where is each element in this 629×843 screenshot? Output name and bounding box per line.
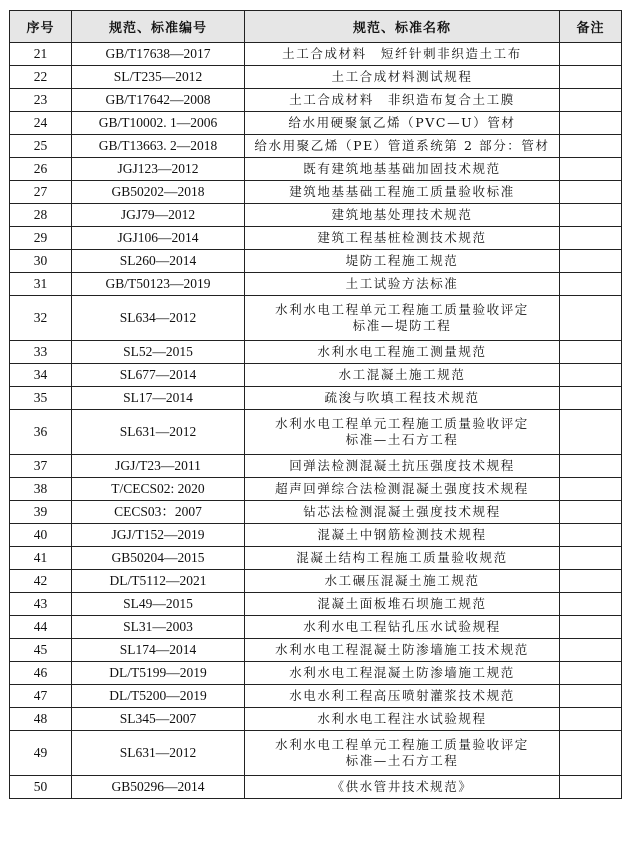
cell-serial-number: 38 bbox=[10, 478, 72, 501]
cell-serial-number: 47 bbox=[10, 685, 72, 708]
standard-name-line: 水电水利工程高压喷射灌浆技术规范 bbox=[289, 688, 515, 703]
cell-remark bbox=[560, 112, 622, 135]
cell-remark bbox=[560, 89, 622, 112]
cell-remark bbox=[560, 455, 622, 478]
cell-standard-name bbox=[245, 250, 560, 273]
standard-name-line: 给水用聚乙烯（PE）管道系统第 2 部分：管材 bbox=[254, 138, 550, 153]
table-row bbox=[10, 570, 622, 593]
standard-name-line: 标准—土石方工程 bbox=[345, 432, 459, 447]
standard-name-line: 给水用硬聚氯乙烯（PVC—U）管材 bbox=[288, 115, 516, 130]
cell-remark bbox=[560, 135, 622, 158]
cell-standard-name bbox=[245, 296, 560, 341]
cell-standard-code: SL49—2015 bbox=[72, 593, 245, 616]
standard-name-line: 建筑地基基础工程施工质量验收标准 bbox=[289, 184, 515, 199]
cell-standard-code: GB/T50123—2019 bbox=[72, 273, 245, 296]
table-row bbox=[10, 204, 622, 227]
cell-serial-number: 41 bbox=[10, 547, 72, 570]
standard-name-line: 土工试验方法标准 bbox=[345, 276, 459, 291]
cell-serial-number: 44 bbox=[10, 616, 72, 639]
cell-standard-code: SL17—2014 bbox=[72, 387, 245, 410]
cell-standard-name bbox=[245, 89, 560, 112]
header-remark: 备注 bbox=[560, 11, 622, 43]
table-row bbox=[10, 250, 622, 273]
table-row bbox=[10, 341, 622, 364]
standard-name-line: 水利水电工程钻孔压水试验规程 bbox=[303, 619, 501, 634]
standard-name-line: 超声回弹综合法检测混凝土强度技术规程 bbox=[275, 481, 529, 496]
cell-standard-code: SL31—2003 bbox=[72, 616, 245, 639]
standard-name-line: 标准—土石方工程 bbox=[345, 753, 459, 768]
table-row bbox=[10, 639, 622, 662]
cell-standard-name bbox=[245, 570, 560, 593]
table-row bbox=[10, 478, 622, 501]
cell-standard-code: JGJ123—2012 bbox=[72, 158, 245, 181]
cell-standard-code: JGJ/T152—2019 bbox=[72, 524, 245, 547]
cell-remark bbox=[560, 662, 622, 685]
cell-remark bbox=[560, 43, 622, 66]
cell-standard-name bbox=[245, 158, 560, 181]
cell-serial-number: 26 bbox=[10, 158, 72, 181]
cell-standard-name bbox=[245, 501, 560, 524]
cell-remark bbox=[560, 685, 622, 708]
cell-remark bbox=[560, 387, 622, 410]
standard-name-line: 土工合成材料 非织造布复合土工膜 bbox=[289, 92, 515, 107]
cell-serial-number: 48 bbox=[10, 708, 72, 731]
cell-serial-number: 21 bbox=[10, 43, 72, 66]
cell-remark bbox=[560, 708, 622, 731]
cell-standard-code: SL634—2012 bbox=[72, 296, 245, 341]
cell-standard-name bbox=[245, 731, 560, 776]
standard-name-line: 既有建筑地基基础加固技术规范 bbox=[303, 161, 501, 176]
cell-remark bbox=[560, 158, 622, 181]
cell-standard-name bbox=[245, 776, 560, 799]
cell-remark bbox=[560, 250, 622, 273]
cell-remark bbox=[560, 501, 622, 524]
cell-serial-number: 23 bbox=[10, 89, 72, 112]
cell-standard-name bbox=[245, 387, 560, 410]
cell-remark bbox=[560, 478, 622, 501]
cell-standard-name bbox=[245, 227, 560, 250]
cell-serial-number: 31 bbox=[10, 273, 72, 296]
table-row bbox=[10, 181, 622, 204]
cell-remark bbox=[560, 593, 622, 616]
cell-standard-code: SL/T235—2012 bbox=[72, 66, 245, 89]
standards-table-container bbox=[9, 10, 622, 799]
table-row bbox=[10, 296, 622, 341]
header-serial-number: 序号 bbox=[10, 11, 72, 43]
cell-standard-code: GB/T17642—2008 bbox=[72, 89, 245, 112]
cell-standard-name bbox=[245, 639, 560, 662]
table-row bbox=[10, 364, 622, 387]
cell-standard-code: SL174—2014 bbox=[72, 639, 245, 662]
standard-name-line: 建筑工程基桩检测技术规范 bbox=[317, 230, 487, 245]
cell-standard-code: SL631—2012 bbox=[72, 731, 245, 776]
standard-name-line: 水利水电工程单元工程施工质量验收评定 bbox=[275, 737, 529, 752]
standards-table bbox=[9, 10, 622, 799]
cell-standard-code: SL345—2007 bbox=[72, 708, 245, 731]
cell-remark bbox=[560, 273, 622, 296]
standard-name-line: 水利水电工程混凝土防渗墙施工技术规范 bbox=[275, 642, 529, 657]
cell-remark bbox=[560, 731, 622, 776]
table-row bbox=[10, 455, 622, 478]
cell-standard-name bbox=[245, 112, 560, 135]
cell-serial-number: 30 bbox=[10, 250, 72, 273]
cell-serial-number: 34 bbox=[10, 364, 72, 387]
cell-standard-code: CECS03：2007 bbox=[72, 501, 245, 524]
cell-standard-code: GB/T10002. 1—2006 bbox=[72, 112, 245, 135]
standard-name-line: 土工合成材料测试规程 bbox=[331, 69, 473, 84]
cell-standard-name bbox=[245, 478, 560, 501]
table-row bbox=[10, 662, 622, 685]
table-row bbox=[10, 89, 622, 112]
cell-remark bbox=[560, 410, 622, 455]
standard-name-line: 堤防工程施工规范 bbox=[345, 253, 459, 268]
table-row bbox=[10, 776, 622, 799]
cell-standard-name bbox=[245, 662, 560, 685]
cell-serial-number: 25 bbox=[10, 135, 72, 158]
cell-standard-name bbox=[245, 273, 560, 296]
cell-serial-number: 39 bbox=[10, 501, 72, 524]
table-row bbox=[10, 731, 622, 776]
cell-standard-code: SL677—2014 bbox=[72, 364, 245, 387]
table-row bbox=[10, 708, 622, 731]
cell-remark bbox=[560, 296, 622, 341]
cell-standard-code: DL/T5112—2021 bbox=[72, 570, 245, 593]
standard-name-line: 土工合成材料 短纤针刺非织造土工布 bbox=[282, 46, 522, 61]
cell-serial-number: 45 bbox=[10, 639, 72, 662]
cell-serial-number: 43 bbox=[10, 593, 72, 616]
cell-remark bbox=[560, 227, 622, 250]
cell-serial-number: 27 bbox=[10, 181, 72, 204]
cell-serial-number: 50 bbox=[10, 776, 72, 799]
cell-standard-name bbox=[245, 341, 560, 364]
cell-standard-name bbox=[245, 135, 560, 158]
cell-serial-number: 49 bbox=[10, 731, 72, 776]
cell-standard-code: GB50202—2018 bbox=[72, 181, 245, 204]
header-standard-code: 规范、标准编号 bbox=[72, 11, 245, 43]
cell-remark bbox=[560, 616, 622, 639]
cell-standard-name bbox=[245, 616, 560, 639]
cell-standard-name bbox=[245, 547, 560, 570]
cell-standard-code: GB50296—2014 bbox=[72, 776, 245, 799]
cell-standard-code: JGJ106—2014 bbox=[72, 227, 245, 250]
standard-name-line: 回弹法检测混凝土抗压强度技术规程 bbox=[289, 458, 515, 473]
cell-standard-name bbox=[245, 455, 560, 478]
table-row bbox=[10, 158, 622, 181]
cell-serial-number: 42 bbox=[10, 570, 72, 593]
cell-standard-code: DL/T5199—2019 bbox=[72, 662, 245, 685]
cell-standard-name bbox=[245, 410, 560, 455]
cell-standard-code: JGJ79—2012 bbox=[72, 204, 245, 227]
cell-serial-number: 36 bbox=[10, 410, 72, 455]
cell-remark bbox=[560, 547, 622, 570]
table-row bbox=[10, 227, 622, 250]
cell-serial-number: 29 bbox=[10, 227, 72, 250]
cell-remark bbox=[560, 181, 622, 204]
cell-serial-number: 33 bbox=[10, 341, 72, 364]
table-row bbox=[10, 685, 622, 708]
table-header-row bbox=[10, 11, 622, 43]
cell-standard-code: SL52—2015 bbox=[72, 341, 245, 364]
cell-standard-code: JGJ/T23—2011 bbox=[72, 455, 245, 478]
table-row bbox=[10, 501, 622, 524]
cell-standard-name bbox=[245, 685, 560, 708]
standard-name-line: 水利水电工程单元工程施工质量验收评定 bbox=[275, 416, 529, 431]
standard-name-line: 《供水管井技术规范》 bbox=[331, 779, 473, 794]
cell-standard-name bbox=[245, 181, 560, 204]
cell-standard-code: SL260—2014 bbox=[72, 250, 245, 273]
standard-name-line: 标准—堤防工程 bbox=[352, 318, 452, 333]
cell-standard-code: T/CECS02: 2020 bbox=[72, 478, 245, 501]
cell-standard-code: SL631—2012 bbox=[72, 410, 245, 455]
table-row bbox=[10, 112, 622, 135]
cell-remark bbox=[560, 341, 622, 364]
cell-standard-name bbox=[245, 524, 560, 547]
cell-standard-code: GB/T17638—2017 bbox=[72, 43, 245, 66]
cell-serial-number: 46 bbox=[10, 662, 72, 685]
table-row bbox=[10, 66, 622, 89]
cell-remark bbox=[560, 204, 622, 227]
cell-standard-name bbox=[245, 708, 560, 731]
cell-serial-number: 24 bbox=[10, 112, 72, 135]
cell-serial-number: 40 bbox=[10, 524, 72, 547]
header-standard-name: 规范、标准名称 bbox=[245, 11, 560, 43]
standard-name-line: 水利水电工程施工测量规范 bbox=[317, 344, 487, 359]
cell-standard-name bbox=[245, 66, 560, 89]
cell-serial-number: 32 bbox=[10, 296, 72, 341]
standard-name-line: 水工混凝土施工规范 bbox=[338, 367, 466, 382]
table-row bbox=[10, 387, 622, 410]
table-row bbox=[10, 547, 622, 570]
standard-name-line: 疏浚与吹填工程技术规范 bbox=[324, 390, 480, 405]
standard-name-line: 混凝土中钢筋检测技术规程 bbox=[317, 527, 487, 542]
standard-name-line: 水利水电工程单元工程施工质量验收评定 bbox=[275, 302, 529, 317]
table-row bbox=[10, 135, 622, 158]
cell-serial-number: 28 bbox=[10, 204, 72, 227]
standard-name-line: 混凝土结构工程施工质量验收规范 bbox=[296, 550, 508, 565]
standard-name-line: 混凝土面板堆石坝施工规范 bbox=[317, 596, 487, 611]
cell-standard-name bbox=[245, 364, 560, 387]
cell-remark bbox=[560, 570, 622, 593]
cell-standard-code: DL/T5200—2019 bbox=[72, 685, 245, 708]
cell-serial-number: 37 bbox=[10, 455, 72, 478]
standard-name-line: 水利水电工程混凝土防渗墙施工规范 bbox=[289, 665, 515, 680]
cell-remark bbox=[560, 364, 622, 387]
table-row bbox=[10, 410, 622, 455]
standard-name-line: 水利水电工程注水试验规程 bbox=[317, 711, 487, 726]
cell-standard-code: GB50204—2015 bbox=[72, 547, 245, 570]
cell-serial-number: 35 bbox=[10, 387, 72, 410]
cell-standard-name bbox=[245, 204, 560, 227]
standard-name-line: 水工碾压混凝土施工规范 bbox=[324, 573, 480, 588]
cell-remark bbox=[560, 66, 622, 89]
standard-name-line: 建筑地基处理技术规范 bbox=[331, 207, 473, 222]
cell-serial-number: 22 bbox=[10, 66, 72, 89]
cell-standard-code: GB/T13663. 2—2018 bbox=[72, 135, 245, 158]
cell-remark bbox=[560, 639, 622, 662]
cell-remark bbox=[560, 524, 622, 547]
table-body bbox=[10, 43, 622, 799]
cell-standard-name bbox=[245, 43, 560, 66]
table-row bbox=[10, 616, 622, 639]
table-row bbox=[10, 524, 622, 547]
table-row bbox=[10, 273, 622, 296]
cell-standard-name bbox=[245, 593, 560, 616]
standard-name-line: 钻芯法检测混凝土强度技术规程 bbox=[303, 504, 501, 519]
cell-remark bbox=[560, 776, 622, 799]
table-row bbox=[10, 43, 622, 66]
table-row bbox=[10, 593, 622, 616]
